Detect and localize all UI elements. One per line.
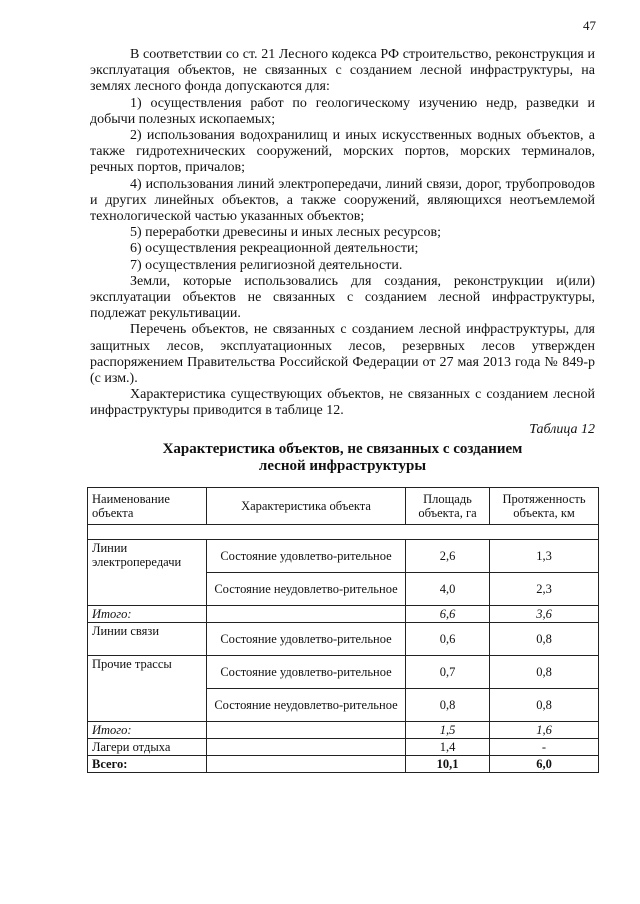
table-cell: Итого: bbox=[88, 605, 207, 622]
table-cell: Состояние удовлетво-рительное bbox=[207, 655, 406, 688]
table-cell bbox=[88, 524, 599, 539]
table-cell bbox=[207, 605, 406, 622]
paragraph: 6) осуществления рекреационной деятельности; bbox=[130, 241, 419, 257]
table-cell bbox=[207, 738, 406, 755]
table-cell bbox=[207, 721, 406, 738]
paragraph: 1) осуществления работ по геологическому изучению недр, разведки и добычи полезных ископаемых; bbox=[90, 95, 595, 127]
table-row bbox=[88, 622, 599, 655]
header-cell: Площадь объекта, га bbox=[406, 487, 490, 524]
objects-table bbox=[87, 487, 599, 773]
table-title-line: Характеристика объектов, не связанных с созданием bbox=[162, 440, 523, 457]
table-row-total bbox=[88, 755, 599, 772]
table-row bbox=[88, 655, 599, 688]
table-cell: 6,0 bbox=[490, 755, 599, 772]
table-cell: 3,6 bbox=[490, 605, 599, 622]
table-cell: 0,8 bbox=[490, 688, 599, 721]
header-cell: Протяженность объекта, км bbox=[490, 487, 599, 524]
table-cell: Состояние удовлетво-рительное bbox=[207, 622, 406, 655]
paragraph: 4) использования линий электропередачи, линий связи, дорог, трубопроводов и других линейных объектов, а также сооружений, являющихся неотъемлемой технологической частью указанных объектов; bbox=[90, 176, 595, 225]
table-cell: 0,7 bbox=[406, 655, 490, 688]
table-row bbox=[88, 738, 599, 755]
table-cell: 6,6 bbox=[406, 605, 490, 622]
table-caption: Таблица 12 bbox=[529, 421, 595, 437]
table-cell: 1,4 bbox=[406, 738, 490, 755]
paragraph: Земли, которые использовались для создания, реконструкции и(или) эксплуатации объектов не связанных с созданием лесной инфраструктуры, подлежат рекультивации. bbox=[90, 273, 595, 322]
paragraph: Перечень объектов, не связанных с созданием лесной инфраструктуры, для защитных лесов, эксплуатационных лесов, резервных лесов утвержден распоряжением Правительства Российской Федерации от 27 мая 2013 года № 849-р (с изм.). bbox=[90, 322, 595, 387]
table-cell: Прочие трассы bbox=[88, 655, 207, 721]
table-title-line: лесной инфраструктуры bbox=[258, 457, 427, 474]
table-cell: Лагери отдыха bbox=[88, 738, 207, 755]
header-cell: Наименование объекта bbox=[88, 487, 207, 524]
table-spacer-row bbox=[88, 524, 599, 539]
paragraph: 5) переработки древесины и иных лесных ресурсов; bbox=[130, 225, 442, 241]
table-cell: - bbox=[490, 738, 599, 755]
page-number: 47 bbox=[583, 18, 596, 33]
table-row bbox=[88, 539, 599, 572]
table-cell: Линии связи bbox=[88, 622, 207, 655]
table-row-subtotal bbox=[88, 605, 599, 622]
table-header-row bbox=[88, 487, 599, 524]
table-row-subtotal bbox=[88, 721, 599, 738]
table-cell: Состояние неудовлетво-рительное bbox=[207, 688, 406, 721]
table-cell: Итого: bbox=[88, 721, 207, 738]
table-title bbox=[90, 441, 595, 475]
paragraph: 2) использования водохранилищ и иных искусственных водных объектов, а также гидротехнических сооружений, морских портов, морских терминалов, речных портов, причалов; bbox=[90, 128, 595, 176]
table-cell: 2,3 bbox=[490, 572, 599, 605]
paragraph: В соответствии со ст. 21 Лесного кодекса РФ строительство, реконструкция и эксплуатация объектов, не связанных с созданием лесной инфраструктуры, на землях лесного фонда допускаются для: bbox=[90, 47, 595, 95]
document-body bbox=[90, 47, 595, 773]
table-cell: Состояние удовлетво-рительное bbox=[207, 539, 406, 572]
paragraph: 7) осуществления религиозной деятельности. bbox=[130, 257, 403, 273]
table-cell: 0,8 bbox=[406, 688, 490, 721]
table-cell: 2,6 bbox=[406, 539, 490, 572]
table-cell: 4,0 bbox=[406, 572, 490, 605]
table-cell: 1,5 bbox=[406, 721, 490, 738]
table-cell: 0,8 bbox=[490, 622, 599, 655]
table-cell: 0,6 bbox=[406, 622, 490, 655]
header-cell: Характеристика объекта bbox=[207, 487, 406, 524]
table-cell: 0,8 bbox=[490, 655, 599, 688]
table-cell bbox=[207, 755, 406, 772]
paragraph: Характеристика существующих объектов, не связанных с созданием лесной инфраструктуры приводится в таблице 12. bbox=[90, 387, 595, 419]
table-cell: Всего: bbox=[88, 755, 207, 772]
table-cell: 1,3 bbox=[490, 539, 599, 572]
table-cell: 10,1 bbox=[406, 755, 490, 772]
table-cell: 1,6 bbox=[490, 721, 599, 738]
table-cell: Линии электропередачи bbox=[88, 539, 207, 605]
table-cell: Состояние неудовлетво-рительное bbox=[207, 572, 406, 605]
